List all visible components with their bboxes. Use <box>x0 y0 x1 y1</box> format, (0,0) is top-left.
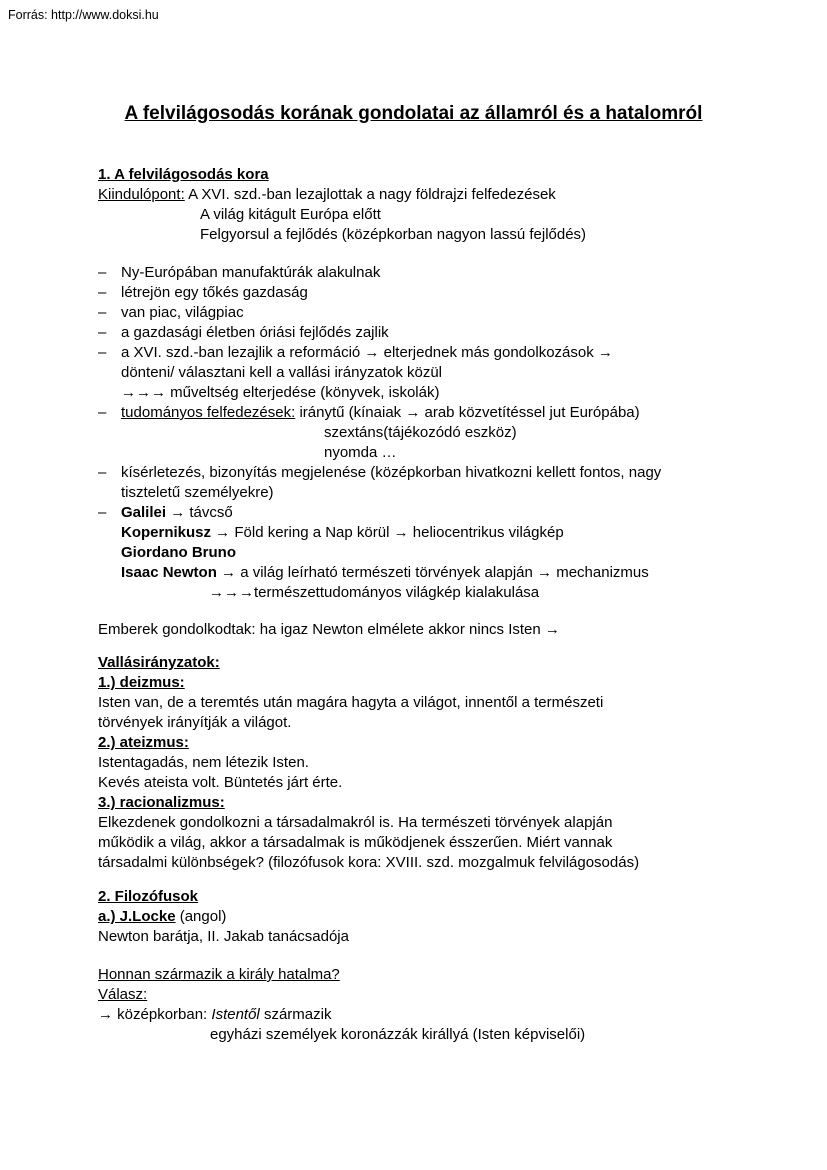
scientists-conclusion: →→→természettudományos világkép kialakulása <box>209 584 540 601</box>
intro-text-1: A XVI. szd.-ban lezajlottak a nagy földrajzi felfedezések <box>188 186 556 203</box>
medieval-line-2: egyházi személyek koronázzák királlyá (Isten képviselői) <box>210 1026 586 1043</box>
section1-heading: 1. A felvilágosodás kora <box>98 166 269 183</box>
religion-title-racionalizmus: 3.) racionalizmus: <box>98 794 225 811</box>
religion-body-line: Elkezdenek gondolkozni a társadalmakról is. Ha természeti törvények alapján <box>98 814 613 831</box>
list-item <box>98 303 731 323</box>
discoveries-text: iránytű (kínaiak → arab közvetítéssel jut Európába) <box>299 404 640 421</box>
discoveries-line-1 <box>121 403 731 423</box>
religion-body-line: társadalmi különbségek? (filozófusok kora: XVIII. szd. mozgalmuk felvilágosodás) <box>98 854 640 871</box>
discoveries-sub-1: szextáns(tájékozódó eszköz) <box>324 424 517 441</box>
list-item-text: Ny-Európában manufaktúrák alakulnak <box>121 264 381 281</box>
intro-label: Kiindulópont: <box>98 186 185 203</box>
locke-label: a.) J.Locke <box>98 908 176 925</box>
dash-bullet-marker: – <box>98 404 107 421</box>
reformation-line-1: a XVI. szd.-ban lezajlik a reformáció → elterjednek más gondolkozások → <box>121 344 613 361</box>
scientist-row <box>121 563 731 583</box>
locke-suffix: (angol) <box>179 908 227 925</box>
religion-body-line: Kevés ateista volt. Büntetés járt érte. <box>98 774 343 791</box>
scientist-name: Isaac Newton <box>121 564 217 581</box>
question-line: Honnan származik a király hatalma? <box>98 966 340 983</box>
dash-bullet-marker: – <box>98 344 107 361</box>
intro-line-1 <box>98 185 731 205</box>
scientist-row <box>121 543 731 563</box>
list-item-text <box>121 503 731 603</box>
source-url: Forrás: http://www.doksi.hu <box>8 8 159 22</box>
list-item-discoveries <box>98 403 731 463</box>
scientist-name: Kopernikusz <box>121 524 212 541</box>
religion-body-line: Isten van, de a teremtés után magára hagyta a világot, innentől a természeti <box>98 694 604 711</box>
discoveries-sub-2: nyomda … <box>324 444 397 461</box>
list-item-text <box>121 343 731 403</box>
intro-line-2: A világ kitágult Európa előtt <box>200 206 381 223</box>
religion-body-line: Istentagadás, nem létezik Isten. <box>98 754 309 771</box>
list-item-reformation <box>98 343 731 403</box>
medieval-rest: származik <box>259 1006 332 1023</box>
dash-bullet-marker: – <box>98 264 107 281</box>
religion-body-line: működik a világ, akkor a társadalmak is működjenek ésszerűen. Miért vannak <box>98 834 613 851</box>
list-item-text: létrejön egy tőkés gazdaság <box>121 284 308 301</box>
dash-bullet-marker: – <box>98 464 107 481</box>
scientist-name: Galilei <box>121 504 167 521</box>
religion-title-ateizmus: 2.) ateizmus: <box>98 734 189 751</box>
list-item <box>98 323 731 343</box>
discoveries-label: tudományos felfedezések: <box>121 404 296 421</box>
reformation-line-2: dönteni/ választani kell a vallási irányzatok közül <box>121 364 442 381</box>
religion-title-deizmus: 1.) deizmus: <box>98 674 185 691</box>
dash-bullet-marker: – <box>98 324 107 341</box>
list-item-scientists <box>98 503 731 603</box>
dash-bullet-marker: – <box>98 504 107 521</box>
scientist-row <box>121 523 731 543</box>
list-item-text <box>121 463 731 503</box>
experiments-line-2: tiszteletű személyekre) <box>121 484 274 501</box>
reformation-line-3: →→→ műveltség elterjedése (könyvek, iskolák) <box>121 384 440 401</box>
answer-label: Válasz: <box>98 986 148 1003</box>
list-item-experiments <box>98 463 731 503</box>
locke-line <box>98 907 731 927</box>
document-content <box>0 165 827 1045</box>
section2-heading: 2. Filozófusok <box>98 888 199 905</box>
list-item <box>98 263 731 283</box>
scientist-row <box>121 503 731 523</box>
scientist-note: → távcső <box>166 504 233 521</box>
scientist-name: Giordano Bruno <box>121 544 236 561</box>
list-item-text: van piac, világpiac <box>121 304 244 321</box>
medieval-line <box>98 1005 731 1025</box>
locke-description: Newton barátja, II. Jakab tanácsadója <box>98 928 349 945</box>
scientist-note: → Föld kering a Nap körül → heliocentrikus világkép <box>211 524 564 541</box>
experiments-line-1: kísérletezés, bizonyítás megjelenése (középkorban hivatkozni kellett fontos, nagy <box>121 464 662 481</box>
list-item <box>98 283 731 303</box>
bullet-list <box>98 263 731 603</box>
document-title: A felvilágosodás korának gondolatai az államról és a hatalomról <box>124 103 703 124</box>
medieval-italic-word: Istentől <box>211 1006 260 1023</box>
intro-line-3: Felgyorsul a fejlődés (középkorban nagyon lassú fejlődés) <box>200 226 587 243</box>
dash-bullet-marker: – <box>98 284 107 301</box>
list-item-text <box>121 403 731 463</box>
medieval-prefix: → középkorban: <box>98 1006 212 1023</box>
dash-bullet-marker: – <box>98 304 107 321</box>
religions-heading: Vallásirányzatok: <box>98 654 220 671</box>
religion-body-line: törvények irányítják a világot. <box>98 714 292 731</box>
people-thought-line: Emberek gondolkodtak: ha igaz Newton elmélete akkor nincs Isten → <box>98 621 560 638</box>
list-item-text: a gazdasági életben óriási fejlődés zajlik <box>121 324 389 341</box>
scientist-note: → a világ leírható természeti törvények alapján → mechanizmus <box>216 564 649 581</box>
